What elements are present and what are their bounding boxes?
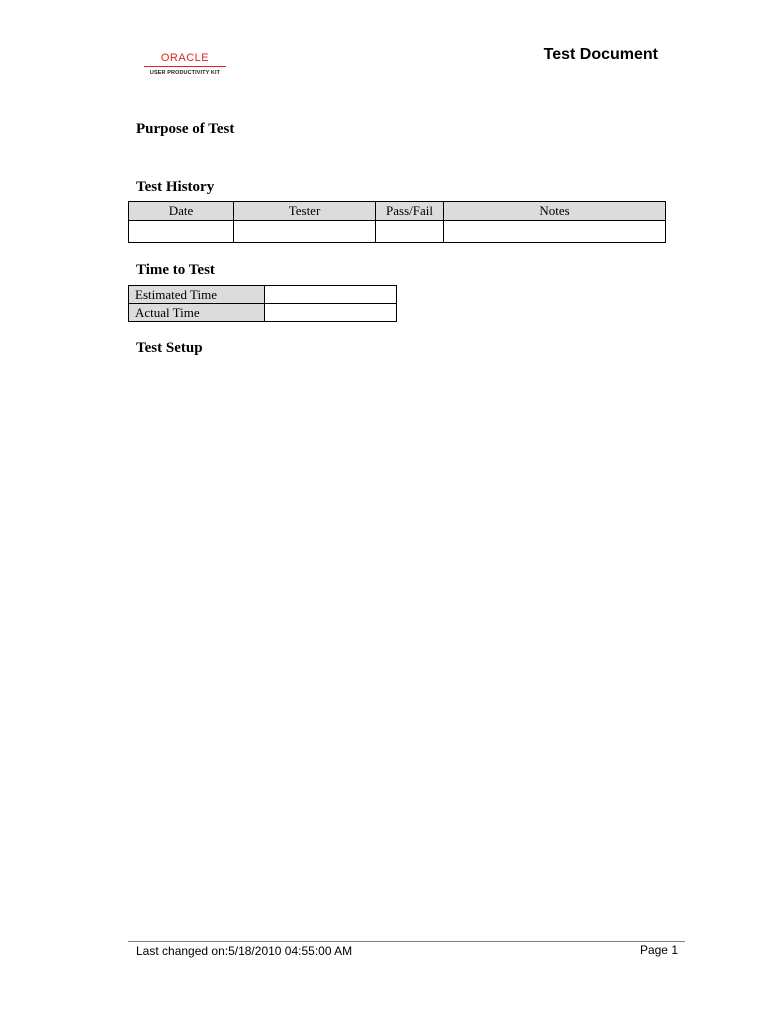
footer-last-changed: Last changed on:5/18/2010 04:55:00 AM: [136, 944, 353, 958]
heading-setup: Test Setup: [136, 340, 203, 356]
label-actual-time: Actual Time: [129, 304, 265, 322]
heading-time: Time to Test: [136, 262, 215, 278]
test-history-table: [128, 201, 666, 243]
oracle-upk-logo: [136, 46, 234, 84]
footer-divider: [128, 941, 685, 942]
table-row: [129, 304, 397, 322]
logo-subtitle: USER PRODUCTIVITY KIT: [149, 70, 221, 76]
heading-purpose: Purpose of Test: [136, 121, 235, 137]
label-estimated-time: Estimated Time: [129, 286, 265, 304]
column-header-date: Date: [129, 202, 234, 221]
cell-notes[interactable]: [444, 221, 666, 243]
cell-tester[interactable]: [234, 221, 376, 243]
footer-page-number: Page 1: [639, 943, 678, 957]
cell-pass-fail[interactable]: [376, 221, 444, 243]
heading-history: Test History: [136, 179, 215, 195]
value-estimated-time[interactable]: [265, 286, 397, 304]
table-row: [129, 286, 397, 304]
column-header-tester: Tester: [234, 202, 376, 221]
table-row: [129, 221, 666, 243]
table-header-row: [129, 202, 666, 221]
document-title: Test Document: [543, 46, 658, 63]
column-header-notes: Notes: [444, 202, 666, 221]
logo-brand-text: ORACLE: [160, 52, 210, 64]
logo-rule: [144, 66, 226, 67]
column-header-pass-fail: Pass/Fail: [376, 202, 444, 221]
value-actual-time[interactable]: [265, 304, 397, 322]
cell-date[interactable]: [129, 221, 234, 243]
time-to-test-table: [128, 285, 397, 322]
